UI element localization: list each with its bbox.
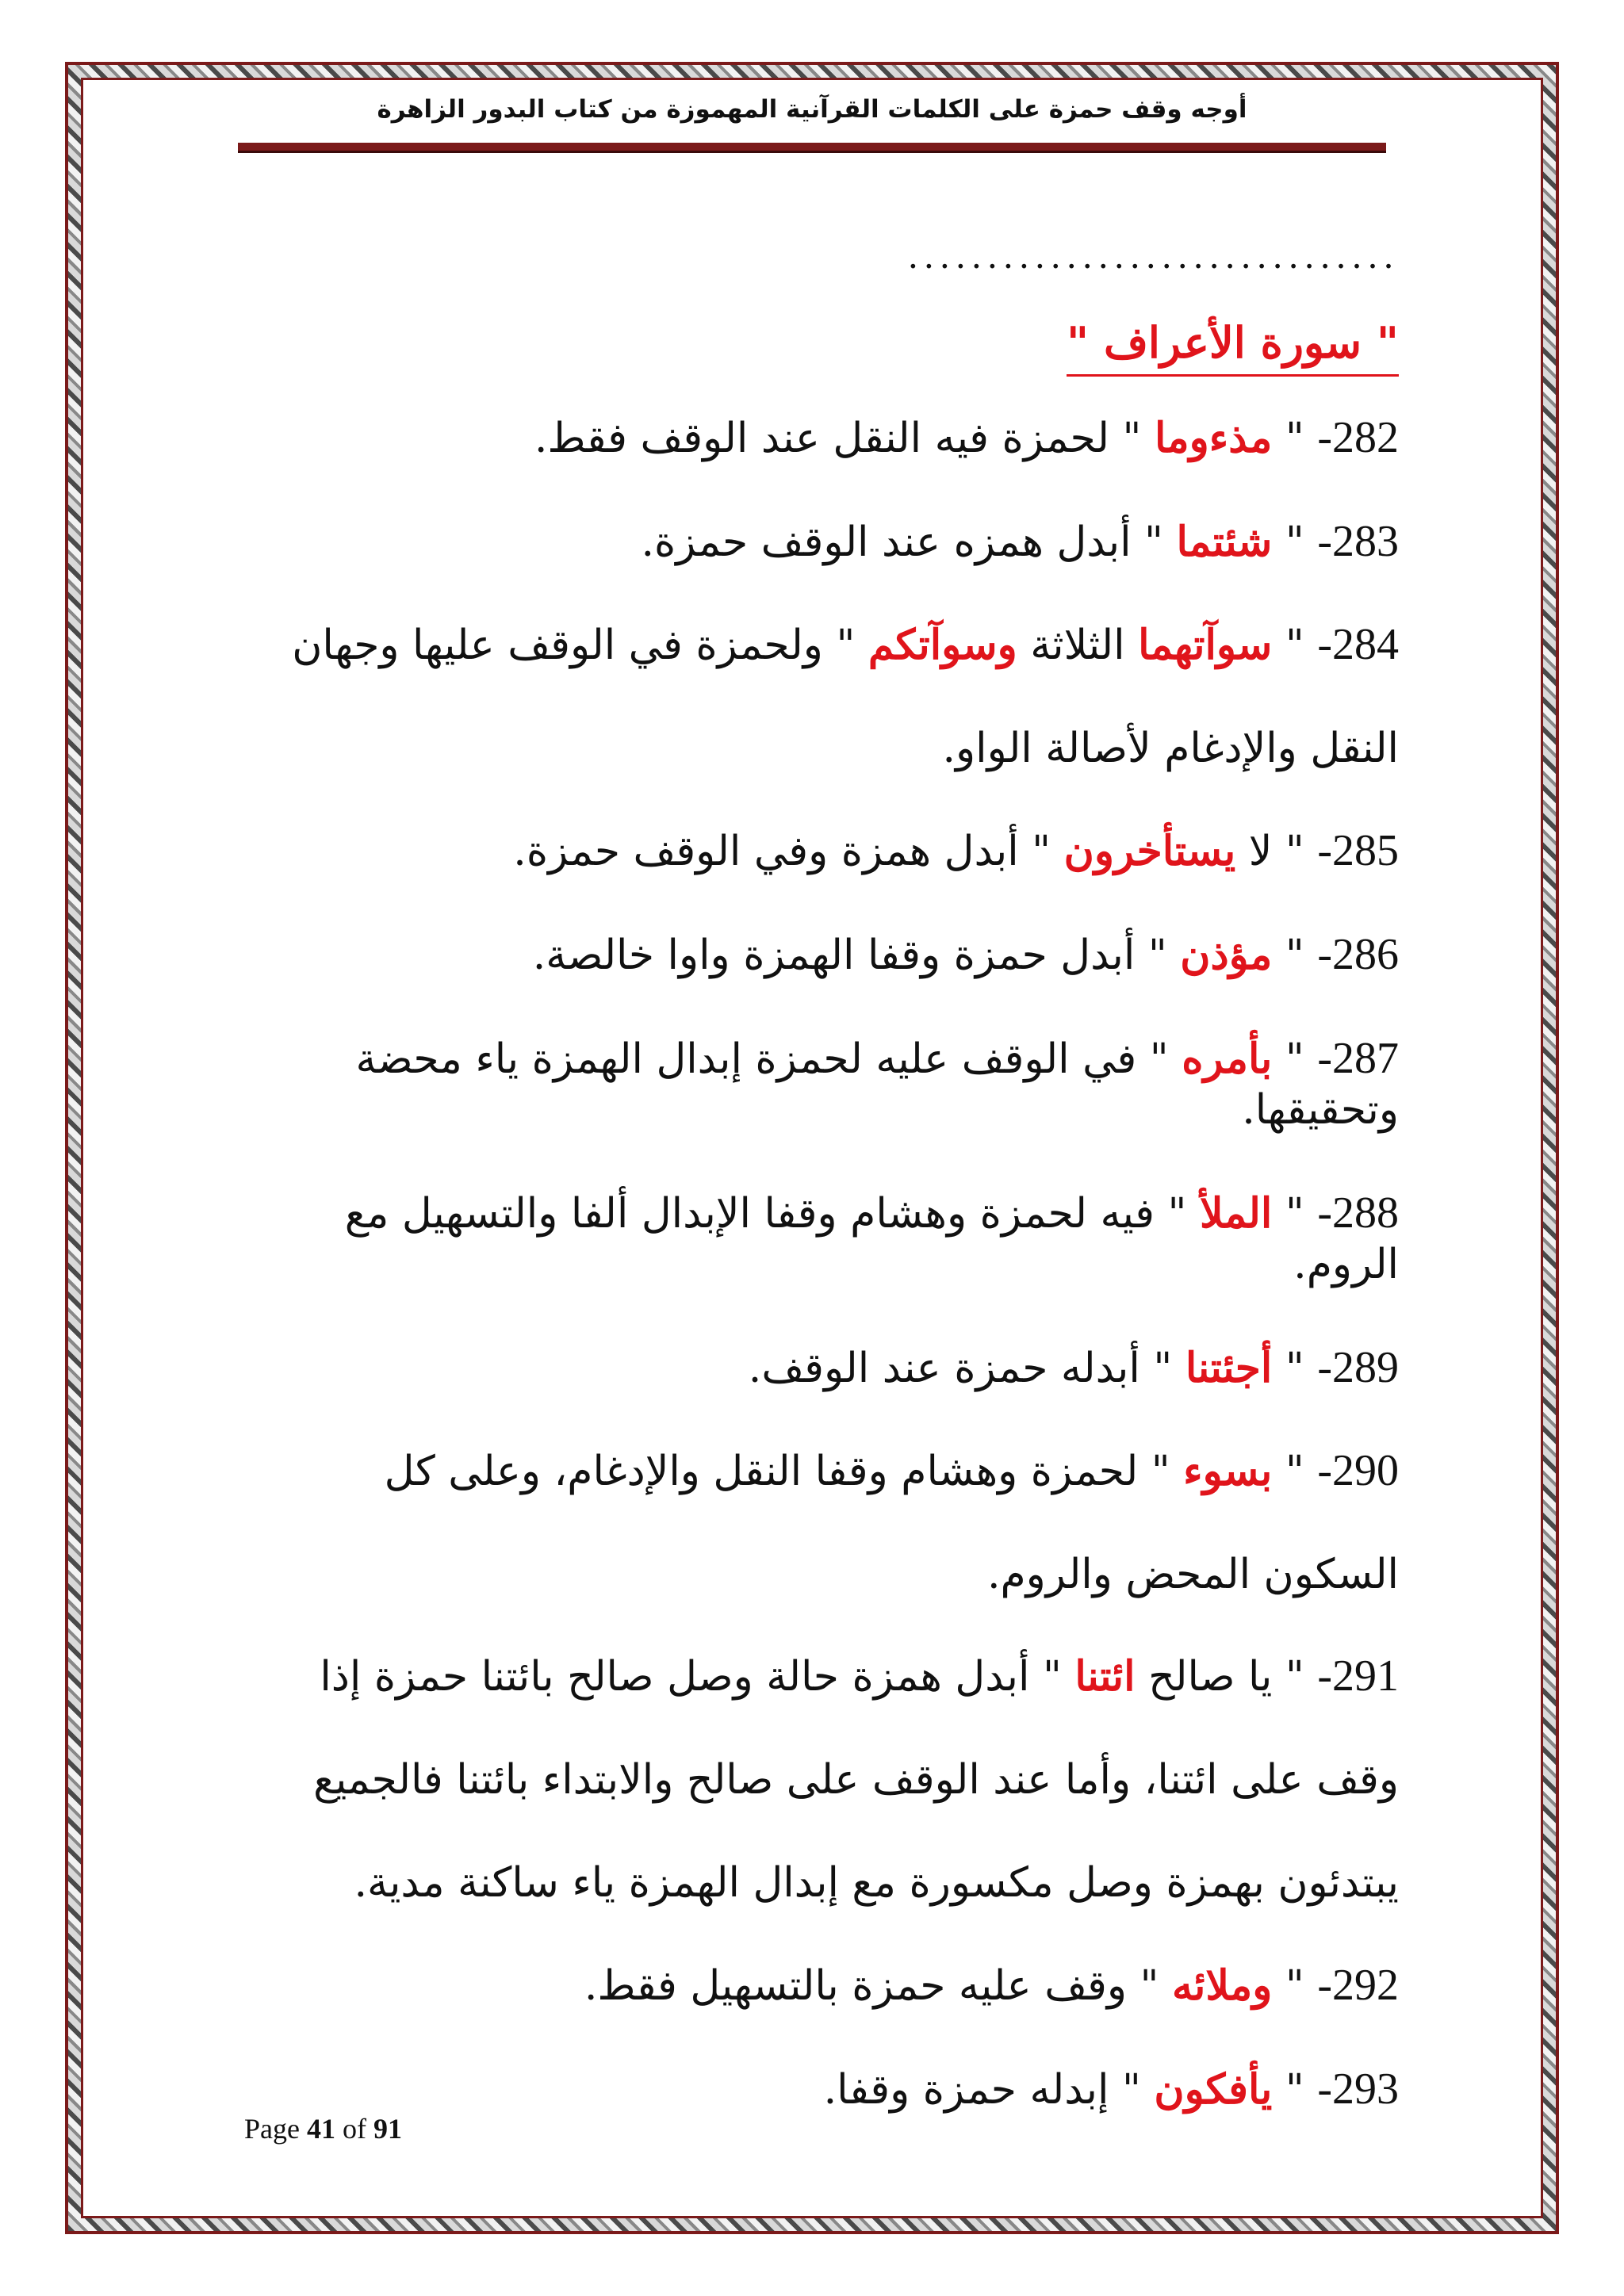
quranic-word: مؤذن <box>1180 931 1273 979</box>
quote-close: " <box>1138 1448 1184 1495</box>
entry-number: 293- <box>1317 2064 1399 2114</box>
header-rule <box>238 143 1386 153</box>
entry-number: 285- <box>1317 826 1399 875</box>
quranic-word: يستأخرون <box>1063 827 1236 875</box>
page-number: 41 <box>306 2113 335 2145</box>
quranic-word: أجئتنا <box>1185 1344 1273 1392</box>
quranic-word: مذءوما <box>1154 414 1273 462</box>
entry-text: وقف عليه حمزة بالتسهيل فقط. <box>584 1962 1128 2010</box>
quote-open: " <box>1272 415 1318 462</box>
of-label: of <box>342 2113 366 2145</box>
entry-number: 284- <box>1317 620 1399 669</box>
quote-open: " <box>1272 1035 1318 1083</box>
quote-open: " <box>1272 519 1318 566</box>
entry-284 <box>238 593 1399 800</box>
entry-text: في الوقف عليه لحمزة إبدال الهمزة ياء محضة وتحقيقها. <box>355 1035 1399 1134</box>
quote-close: " <box>1136 1035 1182 1083</box>
entry-number: 288- <box>1317 1188 1399 1238</box>
entry-number: 286- <box>1317 930 1399 979</box>
quranic-word-2: وسوآتكم <box>868 621 1017 669</box>
entry-289 <box>238 1342 1399 1394</box>
entry-288 <box>238 1188 1399 1290</box>
entry-number: 283- <box>1317 517 1399 566</box>
quote-close: " <box>1109 415 1155 462</box>
quranic-word: سوآتهما <box>1138 621 1273 669</box>
quote-open: " <box>1272 1345 1318 1392</box>
entry-mid-text: الثلاثة <box>1017 622 1139 669</box>
entry-293 <box>238 2064 1399 2115</box>
quote-close: " <box>1029 1653 1075 1701</box>
dotted-separator: ............................... <box>907 236 1399 277</box>
quote-close: " <box>1139 1345 1185 1392</box>
entry-number: 287- <box>1317 1034 1399 1083</box>
entry-287 <box>238 1033 1399 1135</box>
entry-number: 290- <box>1317 1446 1399 1495</box>
entry-291 <box>238 1624 1399 1934</box>
entry-text: أبدل حمزة وقفا الهمزة واوا خالصة. <box>532 932 1136 979</box>
entry-290 <box>238 1419 1399 1626</box>
quranic-word: يأفكون <box>1154 2065 1273 2114</box>
entry-text: فيه لحمزة وهشام وقفا الإبدال ألفا والتسهيل مع الروم. <box>344 1190 1399 1288</box>
entry-283 <box>238 516 1399 568</box>
quote-open: " <box>1272 2066 1318 2114</box>
entry-292 <box>238 1960 1399 2011</box>
entry-text: ولحمزة في الوقف عليها وجهان النقل والإدغام لأصالة الواو. <box>292 622 1399 772</box>
page-label: Page <box>244 2113 300 2145</box>
quote-close: " <box>1109 2066 1155 2114</box>
quote-close: " <box>1018 828 1064 875</box>
quote-close: " <box>1135 932 1181 979</box>
page-footer <box>244 2112 402 2145</box>
quranic-word: بأمره <box>1182 1035 1273 1083</box>
quote-close: " <box>1127 1962 1173 2010</box>
entry-285 <box>238 825 1399 877</box>
quranic-word: بسوء <box>1183 1447 1273 1495</box>
quote-close: " <box>822 622 868 669</box>
entry-number: 292- <box>1317 1961 1399 2010</box>
entry-text: أبدل همزة حالة وصل صالح بائتنا حمزة إذا وقف على ائتنا، وأما عند الوقف على صالح والابتداء بائتنا فالجميع يبتدئون بهمزة وصل مكسورة مع إبدال الهمزة ياء ساكنة مدية. <box>313 1653 1399 1907</box>
quote-close: " <box>1131 519 1177 566</box>
quote-close: " <box>1154 1190 1200 1238</box>
entry-text: إبدله حمزة وقفا. <box>823 2066 1109 2114</box>
entries-list <box>238 412 1399 2168</box>
page-total: 91 <box>373 2113 402 2145</box>
entry-286 <box>238 929 1399 981</box>
quote-open: " <box>1272 1962 1318 2010</box>
entry-number: 289- <box>1317 1343 1399 1392</box>
entry-text: أبدل همزة وفي الوقف حمزة. <box>513 828 1019 875</box>
quote-open: " <box>1272 1448 1318 1495</box>
entry-282 <box>238 412 1399 464</box>
entry-text: لحمزة فيه النقل عند الوقف فقط. <box>534 415 1109 462</box>
entry-number: 282- <box>1317 413 1399 462</box>
quranic-word: ائتنا <box>1074 1652 1136 1701</box>
entry-text: أبدل همزه عند الوقف حمزة. <box>641 519 1132 566</box>
entry-text: أبدله حمزة عند الوقف. <box>748 1345 1140 1392</box>
header-title: أوجه وقف حمزة على الكلمات القرآنية المهموزة من كتاب البدور الزاهرة <box>377 95 1247 124</box>
surah-title: " سورة الأعراف " <box>1067 317 1399 377</box>
quranic-word: وملائه <box>1172 1961 1273 2010</box>
entry-text: لحمزة وهشام وقفا النقل والإدغام، وعلى كل السكون المحض والروم. <box>384 1448 1399 1598</box>
quote-open: " <box>1272 1190 1318 1238</box>
quote-open: " يا صالح <box>1135 1653 1318 1701</box>
quote-open: " <box>1272 932 1318 979</box>
quranic-word: الملأ <box>1199 1189 1273 1238</box>
quranic-word: شئتما <box>1176 518 1273 566</box>
quote-open: " لا <box>1235 828 1318 875</box>
entry-number: 291- <box>1317 1651 1399 1701</box>
quote-open: " <box>1272 622 1318 669</box>
